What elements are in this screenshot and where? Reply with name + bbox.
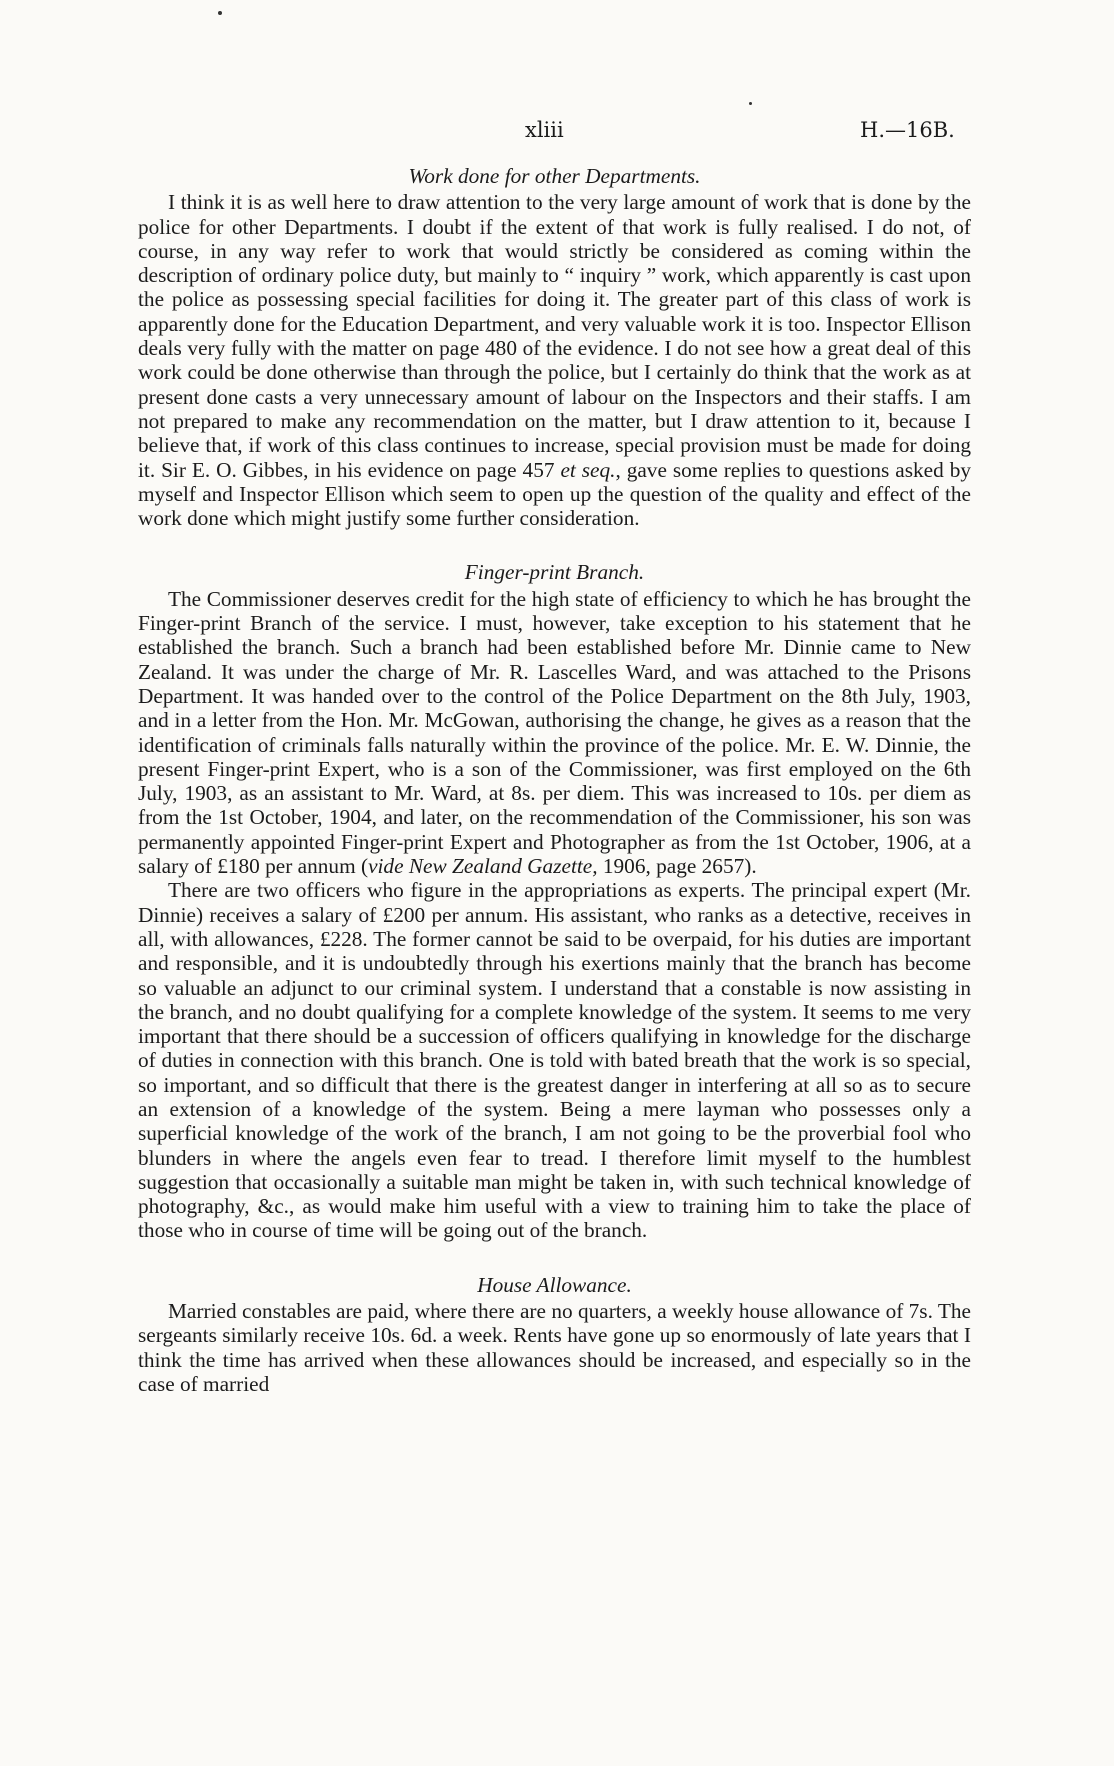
section-house-allowance [138, 1273, 971, 1396]
section-finger-print-branch [138, 560, 971, 1242]
document-reference: H.—16B. [860, 118, 955, 142]
document-body [138, 164, 971, 1396]
paragraph [138, 587, 971, 879]
ink-speck [749, 102, 752, 105]
paragraph [138, 1299, 971, 1396]
paragraph-text: 1906, page 2657). [597, 854, 757, 879]
page-number: xliii [525, 118, 564, 142]
paragraph-text: Married constables are paid, where there are no quarters, a weekly house allowance of 7s. The sergeants similarly receive 10s. 6d. a week. Rents have gone up so enormously of late years that I think the time has arrived when these allowances should be increased, and especially so in the case of married [138, 1299, 971, 1396]
section-other-departments [138, 164, 971, 530]
paragraph-text: There are two officers who figure in the appropriations as experts. The principal expert (Mr. Dinnie) receives a salary of £200 per annum. His assistant, who ranks as a detective, receives in all, with allowances, £228. The former cannot be said to be overpaid, for his duties are important and responsible, and it is undoubtedly through his exertions mainly that the branch has become so valuable an adjunct to our criminal system. I understand that a constable is now assisting in the branch, and no doubt qualifying for a complete knowledge of the system. It seems to me very important that there should be a succession of officers qualifying in knowledge for the discharge of duties in connection with this branch. One is told with bated breath that the work is so special, so important, and so difficult that there is the greatest danger in interfering at all so as to secure an extension of a knowledge of the system. Being a mere layman who possesses only a superficial knowledge of the work of the branch, I am not going to be the proverbial fool who blunders in where the angels even fear to tread. I therefore limit myself to the humblest suggestion that occasionally a suitable man might be taken in, with such technical knowledge of photography, &c., as would make him useful with a view to training him to take the place of those who in course of time will be going out of the branch. [138, 878, 971, 1243]
paragraph-emphasis: et seq. [560, 457, 616, 482]
paragraph [138, 190, 971, 530]
section-title: Finger-print Branch. [464, 560, 645, 585]
paragraph-text: The Commissioner deserves credit for the high state of efficiency to which he has brought the Finger-print Branch of the service. I must, however, take exception to his statement that he established the branch. Such a branch had been established before Mr. Dinnie came to New Zealand. It was under the charge of Mr. R. Lascelles Ward, and was attached to the Prisons Department. It was handed over to the control of the Police Department on the 8th July, 1903, and in a letter from the Hon. Mr. McGowan, authorising the change, he gives as a reason that the identification of criminals falls naturally within the province of the police. Mr. E. W. Dinnie, the present Finger-print Expert, who is a son of the Commissioner, was first employed on the 6th July, 1903, as an assistant to Mr. Ward, at 8s. per diem. This was increased to 10s. per diem as from the 1st October, 1904, and later, on the recommendation of the Commissioner, his son was permanently appointed Finger-print Expert and Photographer as from the 1st October, 1906, at a salary of £180 per annum ( [138, 586, 971, 879]
section-title: House Allowance. [477, 1272, 632, 1297]
paragraph-emphasis: vide New Zealand Gazette, [368, 854, 598, 879]
paragraph-text: , gave some replies to questions asked by myself and Inspector Ellison which seem to open up the question of the quality and effect of the work done which might justify some further consideration. [138, 457, 971, 531]
paragraph [138, 878, 971, 1242]
page-header [0, 118, 1114, 148]
section-title: Work done for other Departments. [408, 164, 701, 188]
paragraph-text: I think it is as well here to draw attention to the very large amount of work that is done by the police for other Departments. I doubt if the extent of that work is fully realised. I do not, of course, in any way refer to work that would strictly be considered as coming within the description of ordinary police duty, but mainly to “ inquiry ” work, which apparently is cast upon the police as possessing special facilities for doing it. The greater part of this class of work is apparently done for the Education Department, and very valuable work it is too. Inspector Ellison deals very fully with the matter on page 480 of the evidence. I do not see how a great deal of this work could be done otherwise than through the police, but I certainly do think that the work as at present done casts a very unnecessary amount of labour on the Inspectors and their staffs. I am not prepared to make any recommendation on the matter, but I draw attention to it, because I believe that, if work of this class continues to increase, special provision must be made for doing it. Sir E. O. Gibbes, in his evidence on page 457 [138, 190, 971, 482]
ink-speck [218, 11, 222, 15]
